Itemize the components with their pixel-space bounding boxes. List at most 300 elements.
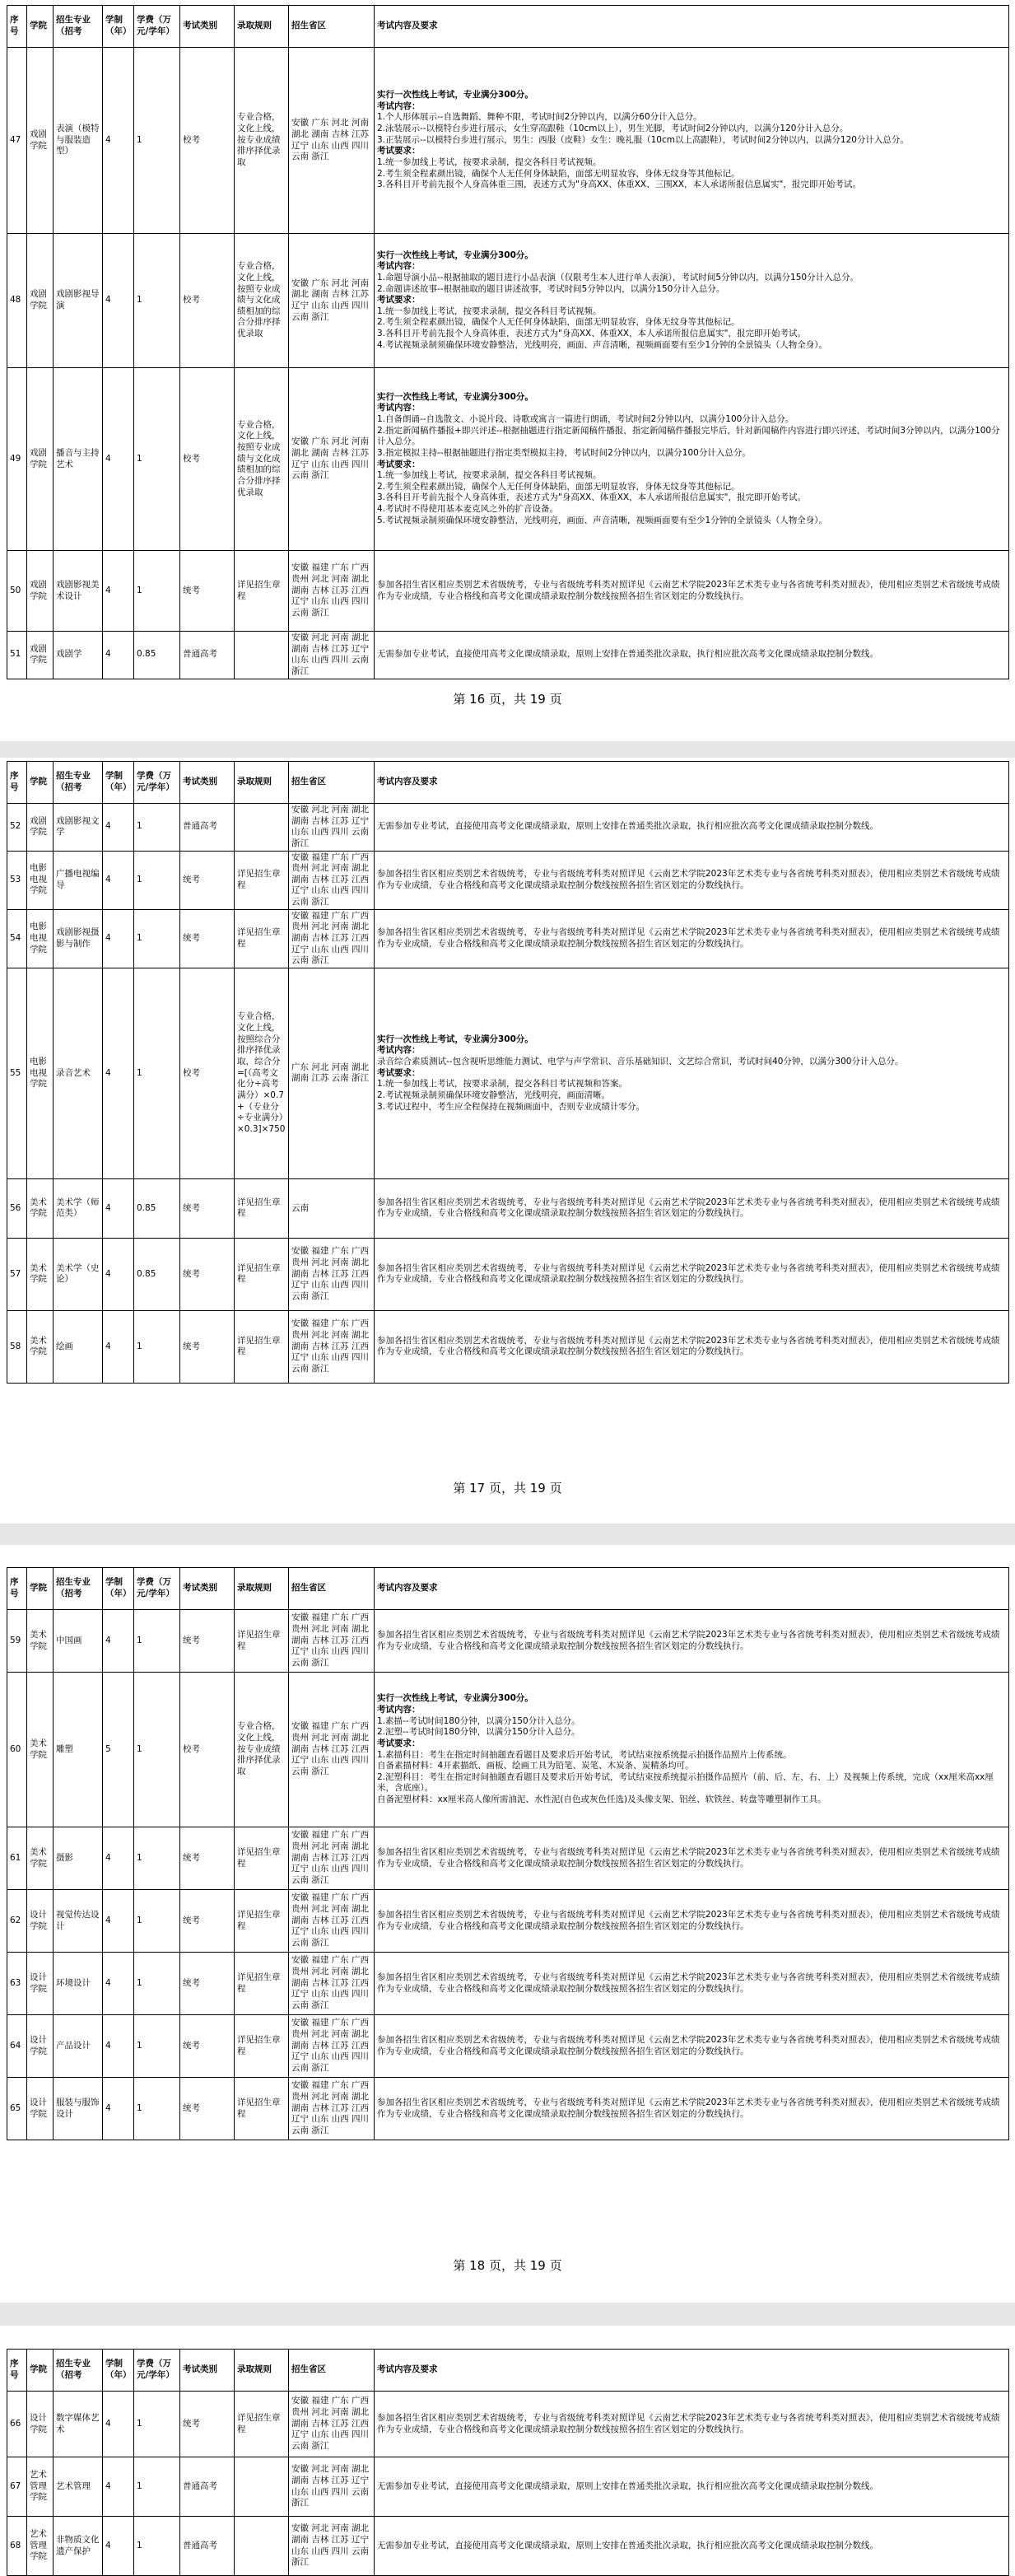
column-header: 考试内容及要求 (375, 2350, 1009, 2392)
table-row (7, 1610, 1009, 1673)
table-row (7, 2517, 1009, 2576)
column-header: 招生专业（招考 (54, 762, 103, 804)
row-number-cell: 67 (7, 2457, 27, 2517)
row-number-cell: 47 (7, 48, 27, 234)
exam-type-cell: 统考 (180, 2078, 235, 2140)
requirement-line: 参加各招生省区相应类别艺术省级统考，专业与省级统考科类对照详见《云南艺术学院2023年艺术类专业与各省统考科类对照表》，使用相应类别艺术省级统考成绩作为专业成绩，专业合格线和高考文化课成绩录取控制分数线按照各招生省区划定的分数线执行。 (377, 1335, 1000, 1357)
table-header-row (7, 762, 1009, 804)
college-cell: 设计学院 (27, 2078, 54, 2140)
page-footer: 第 17 页，共 19 页 (453, 1481, 562, 1496)
table-row (7, 1827, 1009, 1890)
table-row (7, 48, 1009, 234)
document-page (0, 758, 1015, 1524)
admission-rule-cell: 专业合格，文化上线，按专业成绩排序择优录取 (235, 48, 289, 234)
requirement-line: 2.泥塑科目：考生在指定时间抽题查看题目及要求后开始考试，考试结束按系统提示拍摄作品照片（前、后、左、右、上）及视频上传系统，完成（xx厘米高xx厘米，含底座）。 (377, 1771, 994, 1794)
column-header: 录取规则 (235, 6, 289, 48)
provinces-cell: 安徽 福建 广东 广西 贵州 河北 河南 湖北 湖南 吉林 江苏 江西 辽宁 山东 山西 四川 云南 浙江 (289, 1890, 375, 1953)
fee-cell: 0.85 (134, 1238, 180, 1310)
provinces-cell: 安徽 福建 广东 广西 贵州 河北 河南 湖北 湖南 吉林 江苏 江西 辽宁 山东 山西 四川 云南 浙江 (289, 1310, 375, 1383)
admission-rule-cell: 专业合格，文化上线，按照综合分排序择优录取，综合分=[（高考文化分÷高考满分）×0.7+（专业分÷专业满分）×0.3]×750 (235, 968, 289, 1178)
years-cell: 4 (103, 2517, 134, 2576)
years-cell: 4 (103, 551, 134, 632)
fee-cell: 1 (134, 909, 180, 968)
requirement-heading: 考试内容： (377, 403, 421, 413)
requirement-line: 参加各招生省区相应类别艺术省级统考，专业与省级统考科类对照详见《云南艺术学院2023年艺术类专业与各省统考科类对照表》，使用相应类别艺术省级统考成绩作为专业成绩，专业合格线和高考文化课成绩录取控制分数线按照各招生省区划定的分数线执行。 (377, 2097, 1000, 2119)
requirement-line: 1.统一参加线上考试，按要求录制，提交各科目考试视频。 (377, 306, 602, 316)
provinces-cell: 安徽 福建 广东 广西 贵州 河北 河南 湖北 湖南 吉林 江苏 江西 辽宁 山东 山西 四川 云南 浙江 (289, 1827, 375, 1890)
major-cell: 视觉传达设计 (54, 1890, 103, 1953)
requirements-cell (375, 2078, 1009, 2140)
page-footer: 第 18 页，共 19 页 (453, 2258, 562, 2273)
requirement-line: 3.各科目开考前先报个人身高体重，表述方式为"身高XX、体重XX，本人承诺所报信息属实"，报完即开始考试。 (377, 492, 806, 503)
college-cell: 设计学院 (27, 1890, 54, 1953)
column-header: 学院 (27, 6, 54, 48)
provinces-cell: 安徽 福建 广东 广西 贵州 河北 河南 湖北 湖南 吉林 江苏 江西 辽宁 山东 山西 四川 云南 浙江 (289, 2015, 375, 2078)
admission-rule-cell (235, 2457, 289, 2517)
major-cell: 摄影 (54, 1827, 103, 1890)
requirement-line: 参加各招生省区相应类别艺术省级统考，专业与省级统考科类对照详见《云南艺术学院2023年艺术类专业与各省统考科类对照表》，使用相应类别艺术省级统考成绩作为专业成绩，专业合格线和高考文化课成绩录取控制分数线按照各招生省区划定的分数线执行。 (377, 869, 1000, 890)
exam-type-cell: 校考 (180, 368, 235, 551)
requirements-cell (375, 551, 1009, 632)
requirement-line: 2.泳装展示--以模特台步进行展示，女生穿高跟鞋（10cm以上），男生光脚，考试时间2分钟以内，以满分120分计入总分。 (377, 124, 849, 134)
admissions-table (7, 1567, 1009, 2140)
exam-type-cell: 普通高考 (180, 2457, 235, 2517)
column-header: 招生省区 (289, 6, 375, 48)
column-header: 考试类别 (180, 2350, 235, 2392)
requirement-line: 3.各科目开考前先报个人身高体重三围，表述方式为"身高XX、体重XX、三围XX，本人承诺所报信息属实"，报完即开始考试。 (377, 180, 861, 190)
table-header-row (7, 6, 1009, 48)
requirement-line: 无需参加专业考试，直接使用高考文化课成绩录取，原则上安排在普通类批次录取，执行相应批次高考文化课成绩录取控制分数线。 (377, 649, 878, 660)
requirement-line: 参加各招生省区相应类别艺术省级统考，专业与省级统考科类对照详见《云南艺术学院2023年艺术类专业与各省统考科类对照表》，使用相应类别艺术省级统考成绩作为专业成绩，专业合格线和高考文化课成绩录取控制分数线按照各招生省区划定的分数线执行。 (377, 1629, 1000, 1651)
college-cell: 设计学院 (27, 2015, 54, 2078)
fee-cell: 1 (134, 804, 180, 852)
row-number-cell: 65 (7, 2078, 27, 2140)
requirement-line: 2.考试视频录制须确保环境安静整洁，光线明亮，画面清晰。 (377, 1090, 611, 1100)
requirement-heading: 考试内容： (377, 261, 421, 272)
years-cell: 4 (103, 1310, 134, 1383)
admission-rule-cell: 专业合格，文化上线，按专业成绩排序择优录取 (235, 1673, 289, 1827)
fee-cell: 1 (134, 1310, 180, 1383)
college-cell: 设计学院 (27, 2392, 54, 2457)
admissions-table (7, 5, 1009, 679)
row-number-cell: 51 (7, 632, 27, 679)
provinces-cell: 安徽 河北 河南 湖北 湖南 吉林 江苏 辽宁 山东 山西 四川 云南 浙江 (289, 632, 375, 679)
table-row (7, 234, 1009, 368)
table-row (7, 551, 1009, 632)
college-cell: 电影电视学院 (27, 909, 54, 968)
requirement-line: 2.命题讲述故事--根据抽取的题目讲述故事，考试时间5分钟以内，以满分150分计入总分。 (377, 283, 725, 294)
requirement-line: 2.考生须全程素颜出镜，确保个人无任何身体缺陷，面部无明显妆容，身体无纹身等其他标记。 (377, 168, 740, 179)
row-number-cell: 57 (7, 1238, 27, 1310)
row-number-cell: 58 (7, 1310, 27, 1383)
fee-cell: 1 (134, 48, 180, 234)
row-number-cell: 52 (7, 804, 27, 852)
fee-cell: 1 (134, 234, 180, 368)
major-cell: 录音艺术 (54, 968, 103, 1178)
requirement-line: 录音综合素质测试--包含视听思维能力测试、电学与声学常识、音乐基础知识、文艺综合常识，考试时间40分钟，以满分300分计入总分。 (377, 1057, 904, 1066)
column-header: 录取规则 (235, 1568, 289, 1610)
provinces-cell: 安徽 福建 广东 广西 贵州 河北 河南 湖北 湖南 吉林 江苏 江西 辽宁 山东 山西 四川 云南 浙江 (289, 1673, 375, 1827)
column-header: 序号 (7, 6, 27, 48)
requirements-cell (375, 1953, 1009, 2015)
requirements-cell (375, 968, 1009, 1178)
requirement-heading: 实行一次性线上考试，专业满分300分。 (377, 391, 533, 402)
provinces-cell: 安徽 河北 河南 湖北 湖南 吉林 江苏 辽宁 山东 山西 四川 云南 浙江 (289, 804, 375, 852)
row-number-cell: 54 (7, 909, 27, 968)
table-row (7, 2015, 1009, 2078)
years-cell: 4 (103, 2078, 134, 2140)
exam-type-cell: 统考 (180, 551, 235, 632)
years-cell: 4 (103, 1610, 134, 1673)
column-header: 学院 (27, 1568, 54, 1610)
requirement-line: 1.命题导演小品--根据抽取的题目进行小品表演（仅限考生本人进行单人表演），考试时间5分钟以内，以满分150分计入总分。 (377, 272, 859, 282)
exam-type-cell: 统考 (180, 1890, 235, 1953)
admission-rule-cell: 详见招生章程 (235, 2392, 289, 2457)
table-row (7, 804, 1009, 852)
provinces-cell: 安徽 福建 广东 广西 贵州 河北 河南 湖北 湖南 吉林 江苏 江西 辽宁 山东 山西 四川 云南 浙江 (289, 851, 375, 909)
requirements-cell (375, 1238, 1009, 1310)
years-cell: 4 (103, 2457, 134, 2517)
requirement-line: 1.自备朗诵--自选散文、小说片段、诗歌或寓言一篇进行朗诵，考试时间2分钟以内，以满分100分计入总分。 (377, 413, 794, 424)
provinces-cell: 安徽 福建 广东 广西 贵州 河北 河南 湖北 湖南 吉林 江苏 江西 辽宁 山东 山西 四川 云南 浙江 (289, 551, 375, 632)
column-header: 学院 (27, 762, 54, 804)
table-row (7, 2392, 1009, 2457)
requirements-cell (375, 632, 1009, 679)
major-cell: 播音与主持艺术 (54, 368, 103, 551)
requirement-heading: 考试要求： (377, 146, 421, 156)
years-cell: 5 (103, 1673, 134, 1827)
major-cell: 戏剧影视文学 (54, 804, 103, 852)
requirement-line: 3.各科目开考前先报个人身高体重，表述方式为"身高XX、体重XX，本人承诺所报信息属实"，报完即开始考试。 (377, 329, 806, 339)
requirement-heading: 考试要求： (377, 1067, 421, 1078)
college-cell: 设计学院 (27, 1953, 54, 2015)
row-number-cell: 66 (7, 2392, 27, 2457)
row-number-cell: 48 (7, 234, 27, 368)
provinces-cell: 云南 (289, 1178, 375, 1238)
document-page (0, 0, 1015, 741)
requirement-line: 参加各招生省区相应类别艺术省级统考，专业与省级统考科类对照详见《云南艺术学院2023年艺术类专业与各省统考科类对照表》，使用相应类别艺术省级统考成绩作为专业成绩，专业合格线和高考文化课成绩录取控制分数线按照各招生省区划定的分数线执行。 (377, 1262, 1000, 1285)
admission-rule-cell: 详见招生章程 (235, 1890, 289, 1953)
exam-type-cell: 校考 (180, 1673, 235, 1827)
exam-type-cell: 普通高考 (180, 804, 235, 852)
row-number-cell: 50 (7, 551, 27, 632)
provinces-cell: 安徽 河北 河南 湖北 湖南 吉林 江苏 辽宁 山东 山西 四川 云南 浙江 (289, 2457, 375, 2517)
row-number-cell: 60 (7, 1673, 27, 1827)
fee-cell: 1 (134, 1827, 180, 1890)
requirement-line: 4.考试时不得使用基本麦克风之外的扩音设备。 (377, 504, 559, 515)
major-cell: 戏剧学 (54, 632, 103, 679)
years-cell: 4 (103, 2015, 134, 2078)
table-row (7, 1890, 1009, 1953)
row-number-cell: 56 (7, 1178, 27, 1238)
requirement-line: 参加各招生省区相应类别艺术省级统考，专业与省级统考科类对照详见《云南艺术学院2023年艺术类专业与各省统考科类对照表》，使用相应类别艺术省级统考成绩作为专业成绩，专业合格线和高考文化课成绩录取控制分数线按照各招生省区划定的分数线执行。 (377, 579, 1000, 601)
exam-type-cell: 统考 (180, 1953, 235, 2015)
column-header: 学费（万元/学年） (134, 2350, 180, 2392)
college-cell: 美术学院 (27, 1610, 54, 1673)
major-cell: 服装与服饰设计 (54, 2078, 103, 2140)
fee-cell: 1 (134, 551, 180, 632)
exam-type-cell: 统考 (180, 2015, 235, 2078)
requirements-cell (375, 1890, 1009, 1953)
requirement-line: 无需参加专业考试，直接使用高考文化课成绩录取，原则上安排在普通类批次录取，执行相应批次高考文化课成绩录取控制分数线。 (377, 821, 878, 832)
fee-cell: 1 (134, 1953, 180, 2015)
admission-rule-cell: 详见招生章程 (235, 1610, 289, 1673)
college-cell: 戏剧学院 (27, 804, 54, 852)
column-header: 招生省区 (289, 2350, 375, 2392)
exam-type-cell: 校考 (180, 968, 235, 1178)
requirements-cell (375, 2015, 1009, 2078)
admission-rule-cell: 详见招生章程 (235, 2015, 289, 2078)
admission-rule-cell: 专业合格，文化上线，按照专业成绩与文化成绩相加的综合分排序择优录取 (235, 368, 289, 551)
years-cell: 4 (103, 1890, 134, 1953)
fee-cell: 1 (134, 2392, 180, 2457)
requirement-line: 1.统一参加线上考试，按要求录制，提交各科目考试视频和答案。 (377, 1079, 628, 1090)
major-cell: 戏剧影视摄影与制作 (54, 909, 103, 968)
major-cell: 非物质文化遗产保护 (54, 2517, 103, 2576)
row-number-cell: 61 (7, 1827, 27, 1890)
table-row (7, 2078, 1009, 2140)
column-header: 招生专业（招考 (54, 6, 103, 48)
college-cell: 电影电视学院 (27, 968, 54, 1178)
years-cell: 4 (103, 909, 134, 968)
college-cell: 戏剧学院 (27, 368, 54, 551)
requirement-line: 1.素描--考试时间180分钟，以满分150分计入总分。 (377, 1715, 580, 1726)
document-page (0, 2326, 1015, 2576)
column-header: 学费（万元/学年） (134, 6, 180, 48)
exam-type-cell: 统考 (180, 1310, 235, 1383)
provinces-cell: 安徽 广东 河北 河南 湖北 湖南 吉林 江苏 辽宁 山东 山西 四川 云南 浙江 (289, 368, 375, 551)
row-number-cell: 55 (7, 968, 27, 1178)
column-header: 招生专业（招考 (54, 2350, 103, 2392)
column-header: 序号 (7, 762, 27, 804)
exam-type-cell: 校考 (180, 48, 235, 234)
major-cell: 数字媒体艺术 (54, 2392, 103, 2457)
table-row (7, 2457, 1009, 2517)
table-row (7, 632, 1009, 679)
college-cell: 戏剧学院 (27, 551, 54, 632)
admission-rule-cell (235, 804, 289, 852)
college-cell: 美术学院 (27, 1238, 54, 1310)
years-cell: 4 (103, 2392, 134, 2457)
college-cell: 美术学院 (27, 1178, 54, 1238)
college-cell: 美术学院 (27, 1673, 54, 1827)
row-number-cell: 68 (7, 2517, 27, 2576)
requirements-cell (375, 2517, 1009, 2576)
admission-rule-cell: 详见招生章程 (235, 1827, 289, 1890)
row-number-cell: 49 (7, 368, 27, 551)
row-number-cell: 64 (7, 2015, 27, 2078)
column-header: 考试类别 (180, 762, 235, 804)
exam-type-cell: 统考 (180, 909, 235, 968)
exam-type-cell: 统考 (180, 2392, 235, 2457)
years-cell: 4 (103, 1953, 134, 2015)
college-cell: 电影电视学院 (27, 851, 54, 909)
row-number-cell: 59 (7, 1610, 27, 1673)
column-header: 学费（万元/学年） (134, 1568, 180, 1610)
admission-rule-cell: 详见招生章程 (235, 909, 289, 968)
years-cell: 4 (103, 234, 134, 368)
column-header: 录取规则 (235, 2350, 289, 2392)
exam-type-cell: 统考 (180, 1827, 235, 1890)
column-header: 考试内容及要求 (375, 1568, 1009, 1610)
requirement-line: 参加各招生省区相应类别艺术省级统考，专业与省级统考科类对照详见《云南艺术学院2023年艺术类专业与各省统考科类对照表》，使用相应类别艺术省级统考成绩作为专业成绩，专业合格线和高考文化课成绩录取控制分数线按照各招生省区划定的分数线执行。 (377, 1972, 1000, 1994)
table-row (7, 1673, 1009, 1827)
requirement-line: 2.考生须全程素颜出镜，确保个人无任何身体缺陷，面部无明显妆容，身体无纹身等其他标记。 (377, 317, 740, 328)
fee-cell: 1 (134, 368, 180, 551)
major-cell: 戏剧影视导演 (54, 234, 103, 368)
requirement-line: 参加各招生省区相应类别艺术省级统考，专业与省级统考科类对照详见《云南艺术学院2023年艺术类专业与各省统考科类对照表》，使用相应类别艺术省级统考成绩作为专业成绩，专业合格线和高考文化课成绩录取控制分数线按照各招生省区划定的分数线执行。 (377, 1846, 1000, 1869)
college-cell: 戏剧学院 (27, 48, 54, 234)
fee-cell: 1 (134, 2078, 180, 2140)
requirement-heading: 考试内容： (377, 1045, 421, 1056)
row-number-cell: 63 (7, 1953, 27, 2015)
provinces-cell: 安徽 福建 广东 广西 贵州 河北 河南 湖北 湖南 吉林 江苏 江西 辽宁 山东 山西 四川 云南 浙江 (289, 1610, 375, 1673)
admission-rule-cell: 详见招生章程 (235, 2078, 289, 2140)
major-cell: 美术学（师范类） (54, 1178, 103, 1238)
provinces-cell: 安徽 福建 广东 广西 贵州 河北 河南 湖北 湖南 吉林 江苏 江西 辽宁 山东 山西 四川 云南 浙江 (289, 2078, 375, 2140)
column-header: 招生省区 (289, 1568, 375, 1610)
major-cell: 广播电视编导 (54, 851, 103, 909)
column-header: 序号 (7, 2350, 27, 2392)
provinces-cell: 广东 河北 河南 湖北 湖南 江苏 云南 浙江 (289, 968, 375, 1178)
admission-rule-cell: 详见招生章程 (235, 551, 289, 632)
college-cell: 美术学院 (27, 1827, 54, 1890)
fee-cell: 1 (134, 968, 180, 1178)
exam-type-cell: 校考 (180, 234, 235, 368)
college-cell: 美术学院 (27, 1310, 54, 1383)
table-row (7, 1953, 1009, 2015)
column-header: 招生省区 (289, 762, 375, 804)
exam-type-cell: 普通高考 (180, 2517, 235, 2576)
table-row (7, 1178, 1009, 1238)
page-footer: 第 16 页，共 19 页 (453, 692, 562, 707)
major-cell: 环境设计 (54, 1953, 103, 2015)
years-cell: 4 (103, 968, 134, 1178)
major-cell: 表演（模特与服装造型） (54, 48, 103, 234)
admission-rule-cell: 详见招生章程 (235, 1238, 289, 1310)
college-cell: 戏剧学院 (27, 234, 54, 368)
years-cell: 4 (103, 851, 134, 909)
requirement-heading: 实行一次性线上考试，专业满分300分。 (377, 1693, 533, 1704)
column-header: 学制（年） (103, 6, 134, 48)
column-header: 学制（年） (103, 1568, 134, 1610)
provinces-cell: 安徽 福建 广东 广西 贵州 河北 河南 湖北 湖南 吉林 江苏 江西 辽宁 山东 山西 四川 云南 浙江 (289, 2392, 375, 2457)
years-cell: 4 (103, 368, 134, 551)
major-cell: 雕塑 (54, 1673, 103, 1827)
requirements-cell (375, 1310, 1009, 1383)
requirement-heading: 实行一次性线上考试，专业满分300分。 (377, 250, 533, 260)
requirement-line: 3.指定模拟主持--根据抽题进行指定类型模拟主持，考试时间2分钟以内，以满分100分计入总分。 (377, 447, 751, 458)
requirement-line: 3.正装展示--以模特台步进行展示，男生：西服（皮鞋）女生：晚礼服（10cm以上高跟鞋），考试时间2分钟以内，以满分120分计入总分。 (377, 134, 909, 145)
column-header: 招生专业（招考 (54, 1568, 103, 1610)
requirements-cell (375, 368, 1009, 551)
admission-rule-cell: 详见招生章程 (235, 1953, 289, 2015)
fee-cell: 1 (134, 1673, 180, 1827)
fee-cell: 1 (134, 851, 180, 909)
requirement-line: 自备泥塑材料：xx厘米高人像所需油泥、水性泥(自色或灰色任选)及头像支架、铝丝、软铁丝、转盘等雕塑制作工具。 (377, 1794, 826, 1805)
table-row (7, 851, 1009, 909)
requirement-line: 参加各招生省区相应类别艺术省级统考，专业与省级统考科类对照详见《云南艺术学院2023年艺术类专业与各省统考科类对照表》，使用相应类别艺术省级统考成绩作为专业成绩，专业合格线和高考文化课成绩录取控制分数线按照各招生省区划定的分数线执行。 (377, 927, 1000, 949)
fee-cell: 1 (134, 2015, 180, 2078)
exam-type-cell: 统考 (180, 1238, 235, 1310)
column-header: 考试内容及要求 (375, 762, 1009, 804)
admission-rule-cell (235, 2517, 289, 2576)
requirement-heading: 考试要求： (377, 1738, 421, 1748)
college-cell: 艺术管理学院 (27, 2517, 54, 2576)
requirement-line: 无需参加专业考试，直接使用高考文化课成绩录取，原则上安排在普通类批次录取，执行相应批次高考文化课成绩录取控制分数线。 (377, 2480, 878, 2491)
requirement-heading: 考试要求： (377, 459, 421, 469)
provinces-cell: 安徽 福建 广东 广西 贵州 河北 河南 湖北 湖南 吉林 江苏 江西 辽宁 山东 山西 四川 云南 浙江 (289, 1953, 375, 2015)
major-cell: 产品设计 (54, 2015, 103, 2078)
column-header: 学制（年） (103, 762, 134, 804)
requirement-line: 5.考试视频录制须确保环境安静整洁，光线明亮，画面、声音清晰，视频画面要有至少1分钟的全景镜头（人物全身）。 (377, 515, 827, 525)
requirements-cell (375, 851, 1009, 909)
exam-type-cell: 统考 (180, 1610, 235, 1673)
column-header: 录取规则 (235, 762, 289, 804)
requirement-line: 3.考试过程中，考生应全程保持在视频画面中，否则专业成绩计零分。 (377, 1101, 645, 1112)
requirement-line: 1.统一参加线上考试，按要求录制，提交各科目考试视频。 (377, 156, 602, 167)
years-cell: 4 (103, 1827, 134, 1890)
years-cell: 4 (103, 1238, 134, 1310)
years-cell: 4 (103, 1178, 134, 1238)
requirement-line: 自备素描材料：4开素描纸、画板、绘画工具为铅笔、炭笔、木炭条、炭精条均可。 (377, 1761, 694, 1771)
requirement-line: 1.统一参加线上考试，按要求录制，提交各科目考试视频。 (377, 470, 602, 481)
requirement-line: 1.素描科目：考生在指定时间抽题查看题目及要求后开始考试，考试结束按系统提示拍摄作品照片上传系统。 (377, 1749, 792, 1760)
provinces-cell: 安徽 广东 河北 河南 湖北 湖南 吉林 江苏 辽宁 山东 山西 四川 云南 浙江 (289, 48, 375, 234)
major-cell: 艺术管理 (54, 2457, 103, 2517)
requirements-cell (375, 234, 1009, 368)
column-header: 学院 (27, 2350, 54, 2392)
college-cell: 艺术管理学院 (27, 2457, 54, 2517)
years-cell: 4 (103, 632, 134, 679)
requirement-heading: 考试要求： (377, 295, 421, 306)
admissions-table (7, 761, 1009, 1384)
major-cell: 戏剧影视美术设计 (54, 551, 103, 632)
admission-rule-cell: 专业合格，文化上线，按照专业成绩与文化成绩相加的综合分排序择优录取 (235, 234, 289, 368)
column-header: 考试类别 (180, 1568, 235, 1610)
requirement-line: 参加各招生省区相应类别艺术省级统考，专业与省级统考科类对照详见《云南艺术学院2023年艺术类专业与各省统考科类对照表》，使用相应类别艺术省级统考成绩作为专业成绩，专业合格线和高考文化课成绩录取控制分数线按照各招生省区划定的分数线执行。 (377, 1197, 1000, 1219)
admission-rule-cell: 详见招生章程 (235, 1310, 289, 1383)
requirements-cell (375, 1610, 1009, 1673)
table-row (7, 968, 1009, 1178)
fee-cell: 1 (134, 2457, 180, 2517)
row-number-cell: 62 (7, 1890, 27, 1953)
admission-rule-cell: 详见招生章程 (235, 1178, 289, 1238)
provinces-cell: 安徽 福建 广东 广西 贵州 河北 河南 湖北 湖南 吉林 江苏 江西 辽宁 山东 山西 四川 云南 浙江 (289, 909, 375, 968)
requirement-heading: 实行一次性线上考试，专业满分300分。 (377, 1034, 533, 1044)
major-cell: 美术学（史论） (54, 1238, 103, 1310)
admission-rule-cell: 详见招生章程 (235, 851, 289, 909)
requirement-line: 4.考试视频录制须确保环境安静整洁，光线明亮，画面、声音清晰，视频画面要有至少1分钟的全景镜头（人物全身）。 (377, 339, 827, 350)
column-header: 考试类别 (180, 6, 235, 48)
requirement-line: 参加各招生省区相应类别艺术省级统考，专业与省级统考科类对照详见《云南艺术学院2023年艺术类专业与各省统考科类对照表》，使用相应类别艺术省级统考成绩作为专业成绩，专业合格线和高考文化课成绩录取控制分数线按照各招生省区划定的分数线执行。 (377, 2034, 1000, 2056)
fee-cell: 0.85 (134, 632, 180, 679)
table-row (7, 1238, 1009, 1310)
requirement-heading: 考试内容： (377, 1704, 421, 1715)
table-row (7, 368, 1009, 551)
table-header-row (7, 1568, 1009, 1610)
major-cell: 中国画 (54, 1610, 103, 1673)
years-cell: 4 (103, 804, 134, 852)
requirement-line: 2.泥塑--考试时间180分钟，以满分150分计入总分。 (377, 1727, 580, 1738)
requirements-cell (375, 909, 1009, 968)
requirements-cell (375, 1178, 1009, 1238)
row-number-cell: 53 (7, 851, 27, 909)
column-header: 考试内容及要求 (375, 6, 1009, 48)
requirement-line: 无需参加专业考试，直接使用高考文化课成绩录取，原则上安排在普通类批次录取，执行相应批次高考文化课成绩录取控制分数线。 (377, 2540, 878, 2550)
column-header: 学费（万元/学年） (134, 762, 180, 804)
document-page (0, 1545, 1015, 2303)
